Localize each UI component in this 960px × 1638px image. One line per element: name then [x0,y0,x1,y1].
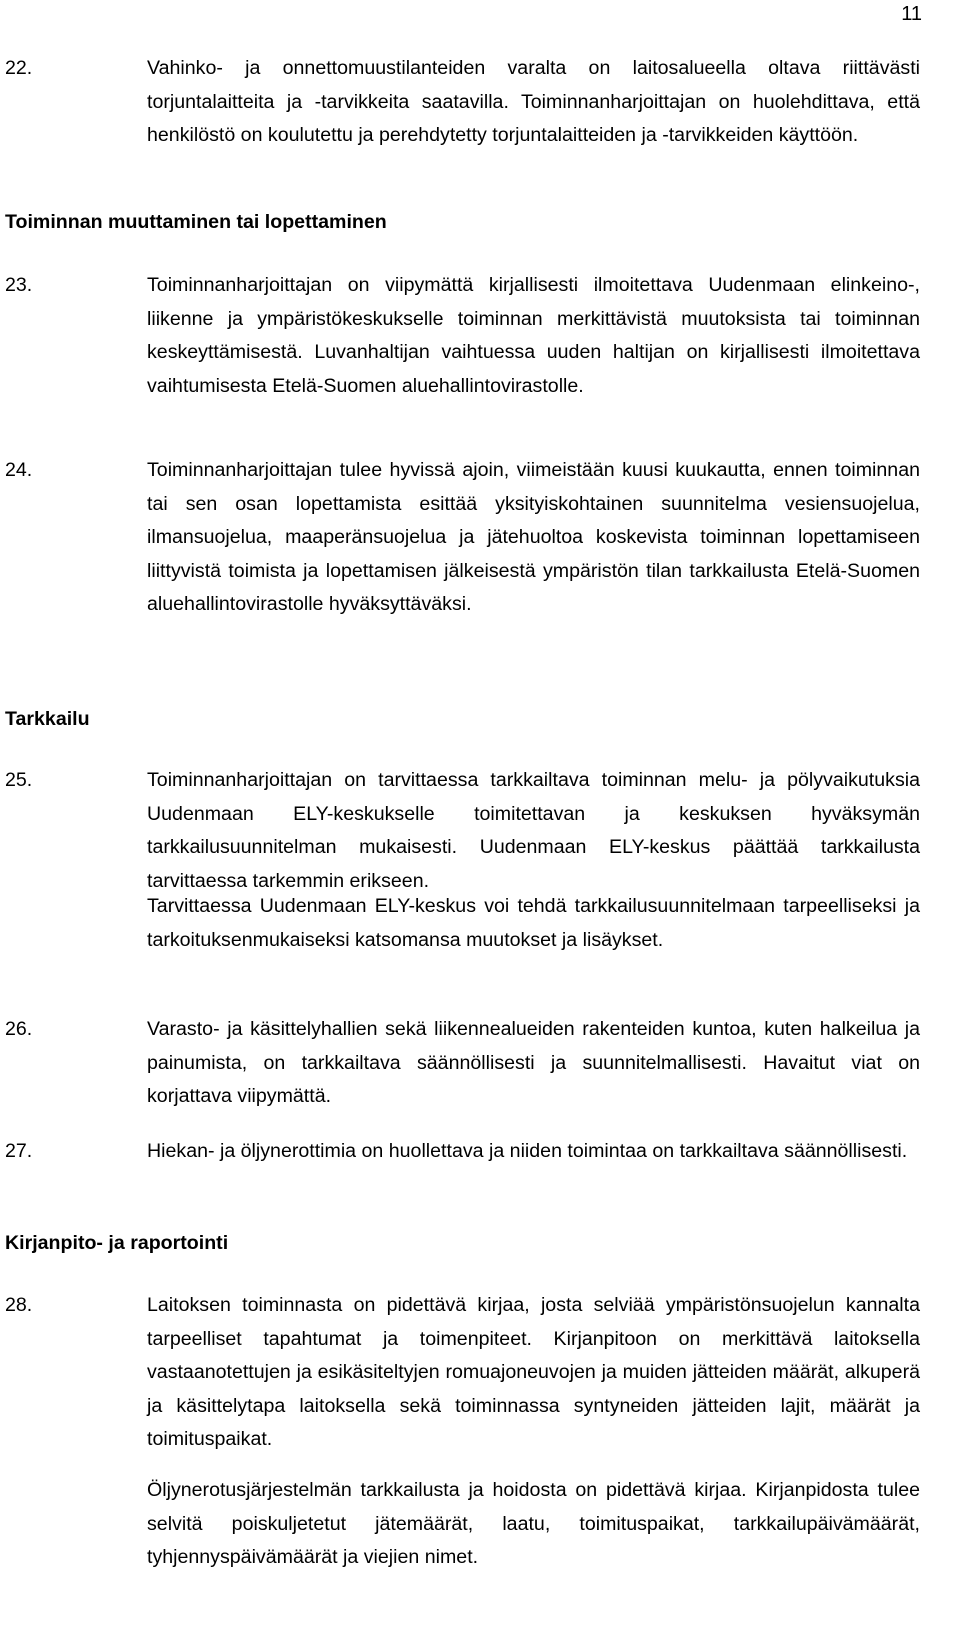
section-26 [5,1013,920,1114]
item-text: Vahinko- ja onnettomuustilanteiden varalta on laitosalueella oltava riittävästi torjuntalaitteita ja -tarvikkeita saatavilla. Toiminnanharjoittajan on huolehdittava, että henkilöstö on koulutettu ja perehdytetty torjuntalaitteiden ja -tarvikkeiden käyttöön. [147,57,920,146]
section-28 [5,1289,920,1457]
item-number: 25. [5,769,33,791]
page-number: 11 [901,3,922,25]
item-text: Toiminnanharjoittajan on tarvittaessa tarkkailtava toiminnan melu- ja pölyvaikutuksia Uudenmaan ELY-keskukselle toimitettavan ja keskuksen hyväksymän tarkkailusuunnitelman mukaisesti. Uudenmaan ELY-keskus päättää tarkkailusta tarvittaessa tarkemmin erikseen. [147,769,920,892]
item-text: Hiekan- ja öljynerottimia on huollettava ja niiden toimintaa on tarkkailtava säännöllisesti. [147,1140,908,1162]
item-number: 26. [5,1018,33,1040]
item-text: Laitoksen toiminnasta on pidettävä kirjaa, josta selviää ympäristönsuojelun kannalta tarpeelliset tapahtumat ja toimenpiteet. Kirjanpitoon on merkittävä laitoksella vastaanotettujen ja esikäsiteltyjen romuajoneuvojen ja muiden jätteiden määrät, alkuperä ja käsittelytapa laitoksella sekä toiminnassa syntyneiden jätteiden lajit, määrät ja toimituspaikat. [147,1294,920,1450]
item-number: 27. [5,1140,33,1162]
section-22 [5,52,920,153]
section-25 [5,764,920,898]
section-25-paragraph-2: Tarvittaessa Uudenmaan ELY-keskus voi tehdä tarkkailusuunnitelmaan tarpeelliseksi ja tarkoituksenmukaiseksi katsomansa muutokset ja lisäykset. [147,895,920,951]
item-number: 28. [5,1294,33,1316]
section-28-paragraph-2: Öljynerotusjärjestelmän tarkkailusta ja hoidosta on pidettävä kirjaa. Kirjanpidosta tulee selvitä poiskuljetetut jätemäärät, laatu, toimituspaikat, tarkkailupäivämäärät, tyhjennyspäivämäärät ja viejien nimet. [147,1479,920,1568]
section-23 [5,269,920,403]
item-number: 22. [5,57,33,79]
section-27 [5,1135,920,1169]
item-text: Toiminnanharjoittajan tulee hyvissä ajoin, viimeistään kuusi kuukautta, ennen toiminnan tai sen osan lopettamista esittää yksityiskohtainen suunnitelma vesiensuojelua, ilmansuojelua, maaperänsuojelua ja jätehuoltoa koskevista toiminnan lopettamiseen liittyvistä toimista ja lopettamisen jälkeisestä ympäristön tilan tarkkailusta Etelä-Suomen aluehallintovirastolle hyväksyttäväksi. [147,459,920,615]
item-number: 23. [5,274,33,296]
item-text: Varasto- ja käsittelyhallien sekä liikennealueiden rakenteiden kuntoa, kuten halkeilua ja painumista, on tarkkailtava säännöllisesti ja suunnitelmallisesti. Havaitut viat on korjattava viipymättä. [147,1018,920,1107]
heading-toiminnan-muuttaminen: Toiminnan muuttaminen tai lopettaminen [5,211,387,233]
heading-kirjanpito: Kirjanpito- ja raportointi [5,1232,229,1254]
section-24 [5,454,920,622]
item-number: 24. [5,459,33,481]
heading-tarkkailu: Tarkkailu [5,708,90,730]
item-text: Toiminnanharjoittajan on viipymättä kirjallisesti ilmoitettava Uudenmaan elinkeino-, liikenne ja ympäristökeskukselle toiminnan merkittävistä muutoksista tai toiminnan keskeyttämisestä. Luvanhaltijan vaihtuessa uuden haltijan on kirjallisesti ilmoitettava vaihtumisesta Etelä-Suomen aluehallintovirastolle. [147,274,920,397]
